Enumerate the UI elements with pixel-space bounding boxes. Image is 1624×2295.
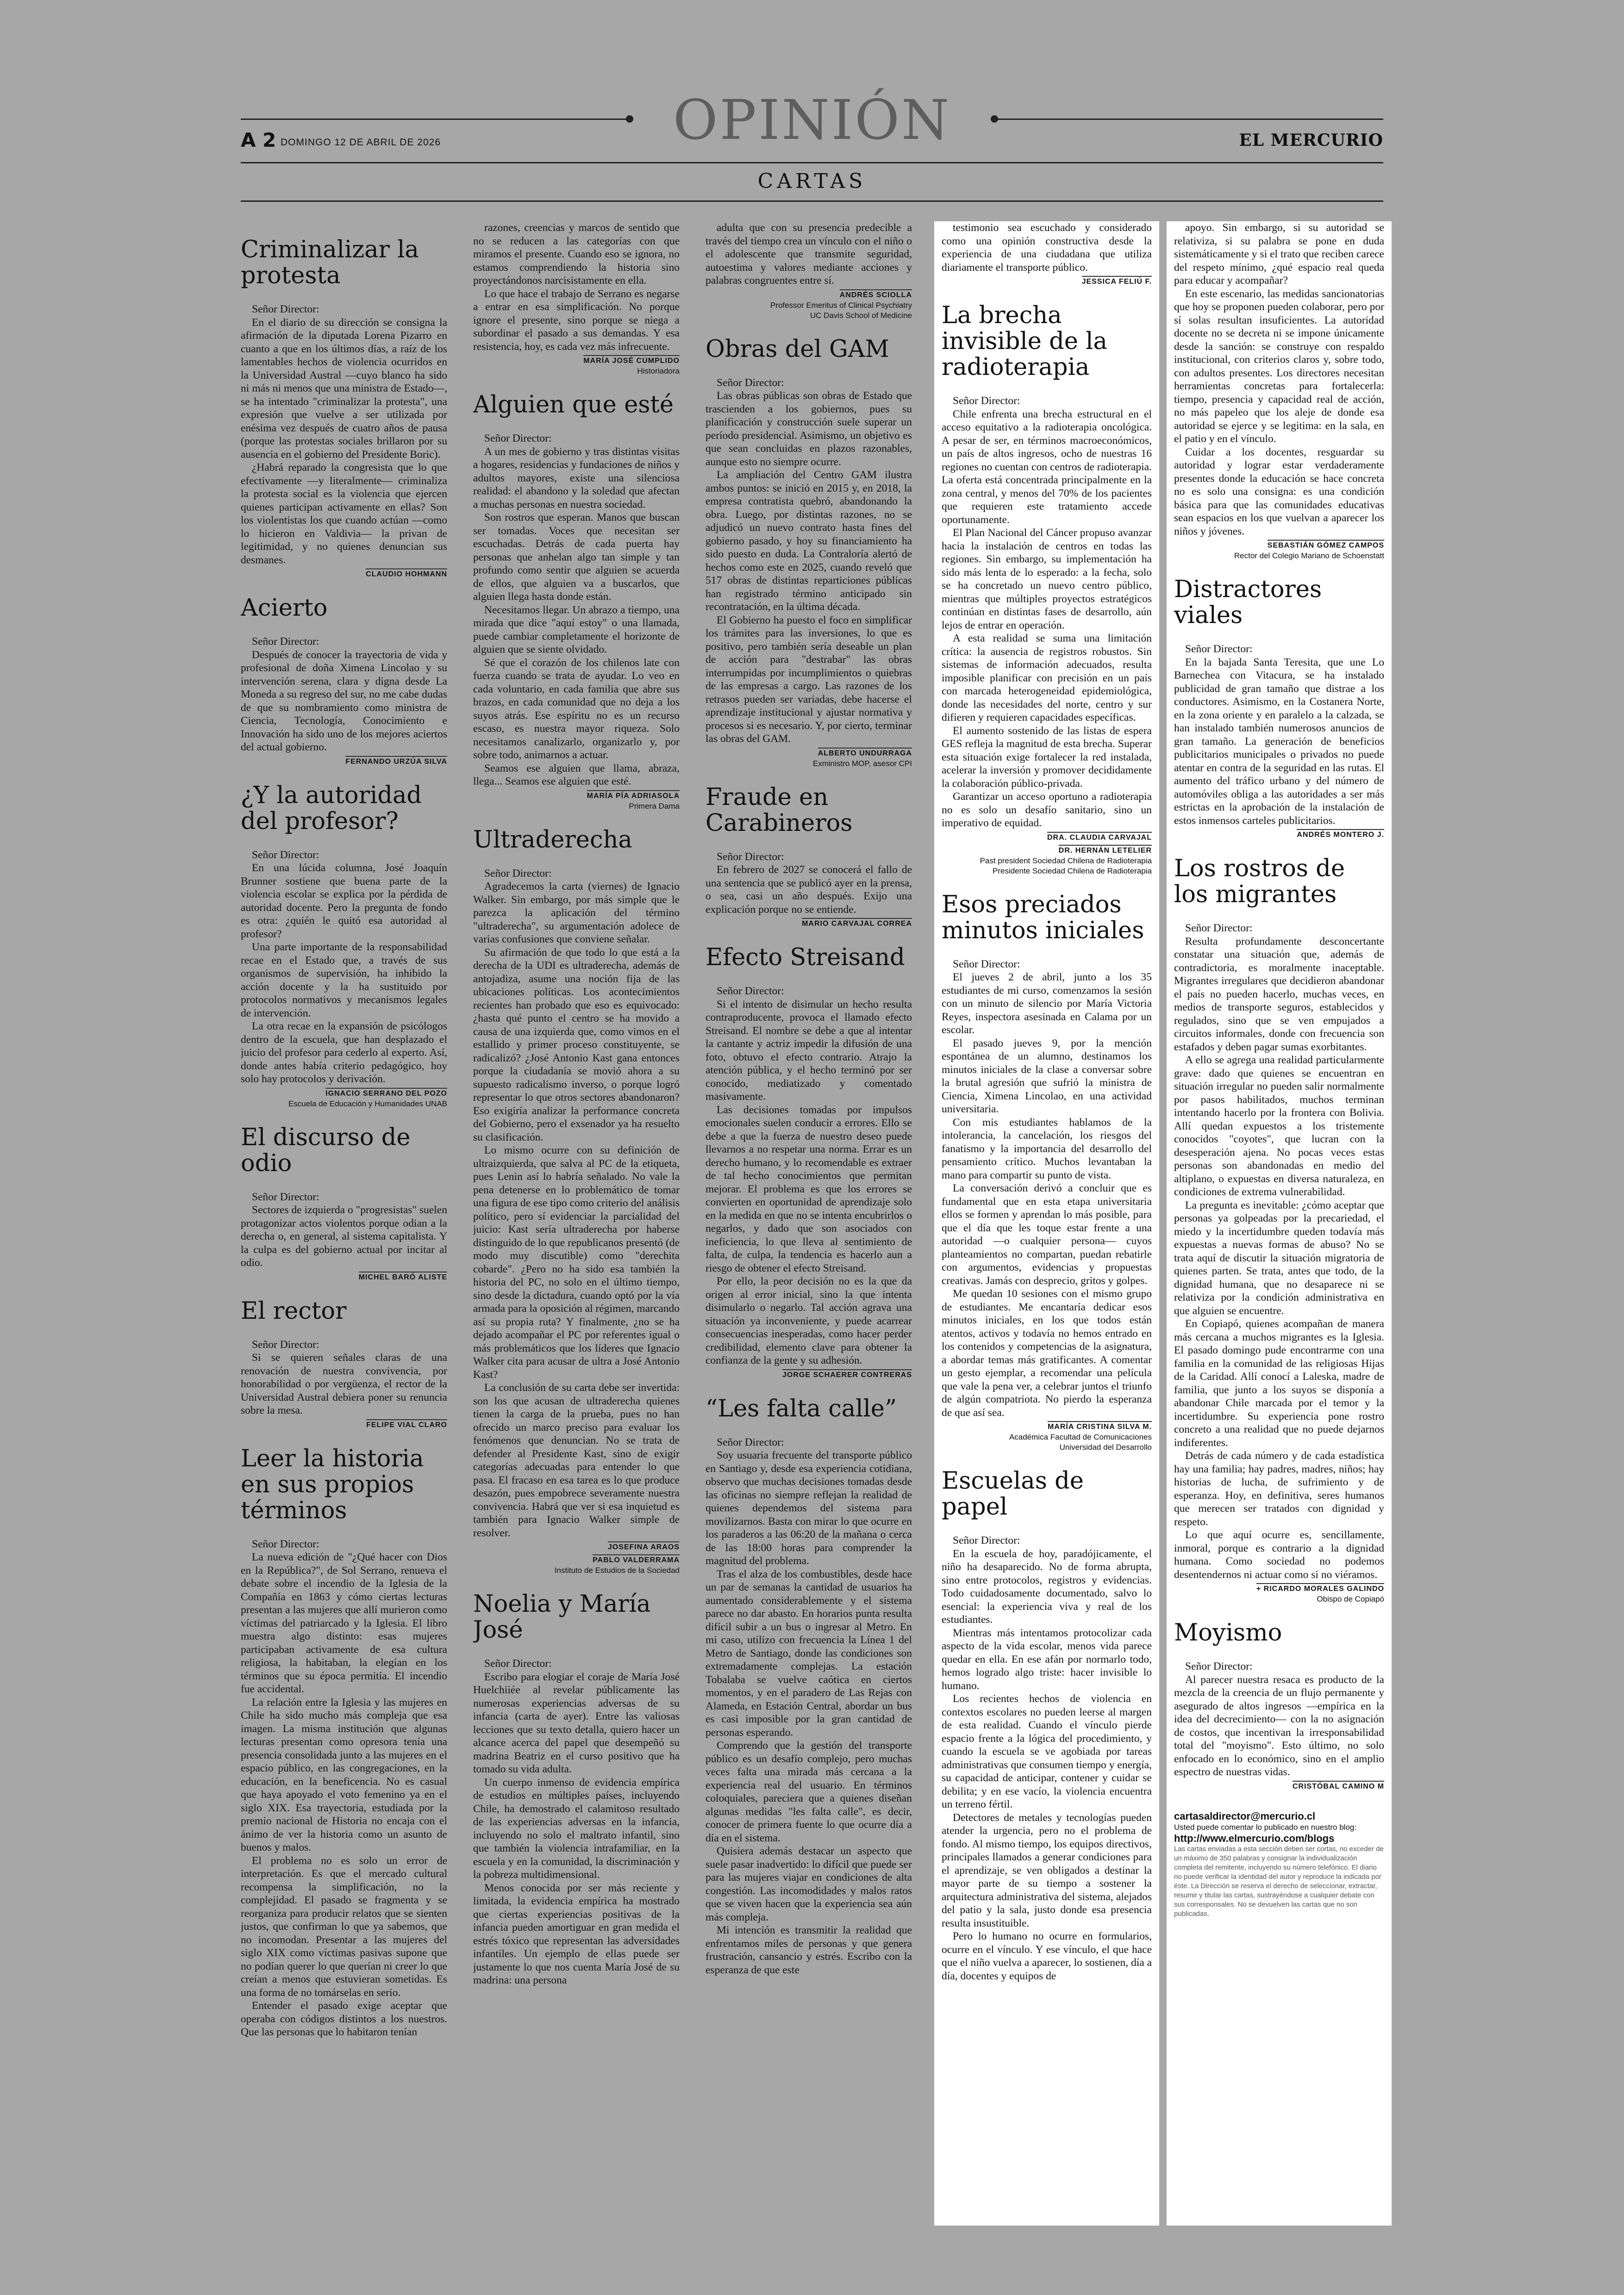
letter-paragraph: La nueva edición de "¿Qué hacer con Dios en la República?", de Sol Serrano, renueva el debate sobre el incendio de la Iglesia de la Compañía en 1863 y cómo ciertas lecturas presentan a las mujeres que allí murieron como víctimas del patriarcado y la Iglesia. El libro muestra algo distinto: esas mujeres participaban activamente de esa cultura religiosa, la habitaban, la elegían en los términos que su época permitía. El incendio fue accidental. <box>241 1551 447 1695</box>
signature-name: FERNANDO URZÚA SILVA <box>345 756 447 766</box>
letter-signature <box>942 833 1152 843</box>
letter-paragraph: El Gobierno ha puesto el foco en simplificar los trámites para las inversiones, lo que es positivo, pero también sería deseable un plan de acción para "destrabar" las obras interrumpidas por incumplimientos o quiebras de las empresas a cargo. Las razones de los retrasos pueden ser variadas, debe hacerse el aprendizaje institucional y ajustar normativa y procesos si es necesario. Y, por cierto, terminar las obras del GAM. <box>706 614 912 745</box>
letter-paragraph: Entender el pasado exige aceptar que operaba con códigos distintos a los nuestros. Que las personas que lo habitaron tenían <box>241 2000 447 2038</box>
letter-paragraph: ¿Habrá reparado la congresista que lo que efectivamente —y literalmente— criminaliza la protesta social es la violencia que ejercen quienes participan activamente en ellas? Son los violentistas los que cuando actúan —como lo hicieron en Valdivia— la privan de legitimidad, y no quienes denuncian sus desmanes. <box>241 461 447 566</box>
letter <box>706 221 912 321</box>
letter-paragraph: La relación entre la Iglesia y las mujeres en Chile ha sido mucho más compleja que esa imagen. La misma institución que algunas lecturas presentan como opresora tenía una presencia consolidada junto a las mujeres en el espacio público, en las congregaciones, en la educación, en la beneficencia. No es casual que haya apoyado el voto femenino ya en el siglo XIX. Esa trayectoria, estudiada por la premio nacional de Historia no encaja con el ánimo de ver la historia como un asunto de buenos y malos. <box>241 1696 447 1853</box>
salutation: Señor Director: <box>484 432 552 444</box>
letter-title: Acierto <box>241 594 328 622</box>
letter-paragraph: Cuidar a los docentes, resguardar su autoridad y lograr estar verdaderamente presentes donde la educación se hace concreta no es solo una consigna: es una condición básica para que las comunidades educativas sean espacios en los que vuelvan a aparecer los niños y jóvenes. <box>1174 446 1384 537</box>
letter-paragraph: Los recientes hechos de violencia en contextos escolares no pueden leerse al margen de esta realidad. Cuando el vínculo pierde espacio frente a la lógica del procedimiento, y cuando la escuela se ve agobiada por tareas administrativas que consumen tiempo y energía, su capacidad de anticipar, contener y cuidar se debilita; y en ese vacío, la violencia encuentra un terreno fértil. <box>942 1693 1152 1810</box>
submission-terms: Las cartas enviadas a esta sección deben ser cortas, no exceder de un máximo de 350 palabras y consignar la individualización completa del remitente, incluyendo su número telefónico. El diario no puede verificar la identidad del autor y reproduce la indicada por éste. La Dirección se reserva el derecho de seleccionar, extractar, resumir y titular las cartas, sustrayéndose a cualquier debate con sus corresponsales. No se devuelven las cartas que no son publicadas. <box>1174 1845 1384 1918</box>
letter <box>473 1591 680 1987</box>
signature-name: CRISTÓBAL CAMINO M <box>1293 1781 1384 1790</box>
letter-title: ¿Y la autoridad del profesor? <box>241 781 422 835</box>
letter-paragraph: Tras el alza de los combustibles, desde hace un par de semanas la cantidad de usuarios ha aumentado considerablemente y el sistema parece no dar abasto. En horarios punta resulta difícil subir a un bus o ingresar al Metro. En mi caso, utilizo con frecuencia la Línea 1 del Metro de Santiago, donde las condiciones son extremadamente complejas. La estación Tobalaba se vuelve caótica en ciertos momentos, y en el paradero de Las Rejas con Alameda, en Estación Central, abordar un bus es casi imposible por la gran cantidad de personas esperando. <box>706 1568 912 1739</box>
letter-paragraph: El pasado jueves 9, por la mención espontánea de un alumno, destinamos los minutos iniciales de la clase a conversar sobre la brutal agresión que sufrió la ministra de Ciencia, Ximena Lincolao, en una actividad universitaria. <box>942 1037 1152 1115</box>
letter <box>706 945 912 1380</box>
letter-signature <box>1174 830 1384 840</box>
letter-title: La brecha invisible de la radioterapia <box>942 302 1107 381</box>
salutation: Señor Director: <box>1185 1660 1253 1672</box>
letter <box>1174 856 1384 1604</box>
letter-paragraph: Si se quieren señales claras de una renovación de nuestra convivencia, por honorabilidad o por vergüenza, el rector de la Universidad Austral debiera poner su renuncia sobre la mesa. <box>241 1352 447 1416</box>
letter-title: El rector <box>241 1297 347 1325</box>
letter-signature <box>942 1422 1152 1432</box>
letter-signature <box>473 356 680 366</box>
letter-paragraph: Seamos ese alguien que llama, abraza, llega... Seamos ese alguien que esté. <box>473 762 680 787</box>
salutation: Señor Director: <box>953 958 1020 970</box>
letter-signature <box>241 1089 447 1099</box>
letter-signature <box>241 1420 447 1430</box>
letter-title: El discurso de odio <box>241 1123 411 1177</box>
letter-signature <box>1174 541 1384 551</box>
letter-title: Los rostros de los migrantes <box>1174 855 1345 908</box>
letter-title: Noelia y María José <box>473 1590 651 1644</box>
signature-name: PABLO VALDERRAMA <box>593 1554 680 1564</box>
letter-signature <box>241 757 447 767</box>
signature-name: CLAUDIO HOHMANN <box>366 568 447 578</box>
letter-paragraph: Pero lo humano no ocurre en formularios, ocurre en el vínculo. Y ese vínculo, el que hace que el niño vuelva a aparecer, lo sostienen, día a día, docentes y equipos de <box>942 1930 1152 1982</box>
letter-paragraph: Su afirmación de que todo lo que está a la derecha de la UDI es ultraderecha, además de antojadiza, asume una noción fija de las ubicaciones políticas. Los acontecimientos recientes han probado que eso es equivocado: ¿hasta qué punto el centro se ha movido a causa de una izquierda que, como vimos en el estallido y primer proceso constituyente, se radicalizó? ¿José Antonio Kast gana entonces porque la ciudadanía se movió ahora a su supuesto radicalismo inverso, o porque logró representar lo que otros sectores abandonaron? Eso exigiría analizar la performance concreta del Gobierno, pero el exsenador ya ha resuelto su clasificación. <box>473 946 680 1143</box>
signature-affiliation: Obispo de Copiapó <box>1317 1595 1384 1603</box>
signature-name: DR. HERNÁN LETELIER <box>1059 845 1152 854</box>
signature-affiliation: Instituto de Estudios de la Sociedad <box>554 1566 680 1575</box>
letter <box>942 892 1152 1453</box>
letter-paragraph: Menos conocida por ser más reciente y limitada, la evidencia empírica ha mostrado que ciertas experiencias positivas de la infancia pueden amortiguar en gran medida el estrés tóxico que representan las adversidades infantiles. Un ejemplo de ellas puede ser justamente lo que nos cuenta María José de su madrina: una persona <box>473 1882 680 1986</box>
column-5 <box>1167 221 1392 2226</box>
salutation: Señor Director: <box>1185 643 1253 655</box>
salutation: Señor Director: <box>717 1436 784 1448</box>
letter-paragraph: Comprendo que la gestión del transporte público es un desafío complejo, pero muchas veces falta una mirada más cercana a la experiencia real del usuario. En términos coloquiales, pareciera que a quienes diseñan algunas medidas "les falta calle", es decir, conocer de primera fuente lo que ocurre día a día en el sistema. <box>706 1740 912 1844</box>
letter-paragraph: Sectores de izquierda o "progresistas" suelen protagonizar actos violentos porque odian a la derecha o, en general, al sistema capitalista. Y la culpa es del gobierno actual por incitar al odio. <box>241 1204 447 1269</box>
letter-paragraph: Una parte importante de la responsabilidad recae en el Estado que, a través de sus organismos de supervisión, ha inhibido la acción docente y la ha sustituido por protocolos normativos y mecanismos legales de intervención. <box>241 941 447 1019</box>
letter-signature <box>942 277 1152 287</box>
letter <box>1174 221 1384 561</box>
column-4 <box>934 221 1159 2226</box>
letter-paragraph: La otra recae en la expansión de psicólogos dentro de la escuela, que han desplazado el juicio del profesor para cederlo al experto. Así, donde antes había criterio pedagógico, hoy solo hay protocolos y derivación. <box>241 1020 447 1085</box>
letter-paragraph: Son rostros que esperan. Manos que buscan ser tomadas. Voces que necesitan ser escuchadas. Detrás de cada puerta hay personas que anhelan algo tan simple y tan profundo como sentir que alguien se acuerda de ellos, que alguien va a buscarlos, que alguien llega hasta donde están. <box>473 511 680 603</box>
letter <box>241 237 447 580</box>
letter-paragraph: Sé que el corazón de los chilenos late con fuerza cuando se trata de ayudar. Lo veo en cada voluntario, en cada familia que abre sus brazos, en cada comunidad que no deja a los suyos atrás. Ese espíritu no es un recurso escaso, es nuestra mayor riqueza. Solo necesitamos canalizarlo, organizarlo y, por sobre todo, animarnos a actuar. <box>473 656 680 761</box>
letter-paragraph: Lo mismo ocurre con su definición de ultraizquierda, que salva al PC de la etiqueta, pues Lenin así lo habría señalado. No vale la pena detenerse en lo problemático de tomar una figura de ese tipo como criterio del análisis político, pero sí evidenciar la parcialidad del juicio: Kast sería ultraderecha por haberse distinguido de lo que republicanos presentó (de modo muy discutible) como "derechita cobarde". ¿Pero no ha sido esa también la historia del PC, no solo en el último tiempo, sino desde la dictadura, cuando optó por la vía armada para la oposición al régimen, marcando así su propia ruta? Y finalmente, ¿no se ha dejado acompañar el PC por referentes igual o más problemáticos que los líderes que Ignacio Walker cita para acusar de ultra a José Antonio Kast? <box>473 1144 680 1381</box>
signature-affiliation: Primera Dama <box>629 801 680 811</box>
letter <box>473 392 680 811</box>
letter-paragraph: Agradecemos la carta (viernes) de Ignacio Walker. Sin embargo, por más simple que le parezca la aplicación del término "ultraderecha", su argumentación adolece de varias confusiones que conviene señalar. <box>473 880 680 945</box>
letter-title: Moyismo <box>1174 1619 1282 1646</box>
letter-paragraph: En el diario de su dirección se consigna la afirmación de la diputada Lorena Pizarro en cuanto a que en los últimos días, a raíz de los lamentables hechos de violencia ocurridos en la Universidad Austral —cuyo blanco ha sido ni más ni menos que una ministra de Estado—, se ha intentado "criminalizar la protesta", una expresión que vuelve a ser utilizada por enésima vez después de cuatro años de pausa (porque las protestas sociales brillaron por su ausencia en el gobierno del Presidente Boric). <box>241 316 447 461</box>
letter <box>241 1125 447 1283</box>
letter-paragraph: Resulta profundamente desconcertante constatar una situación que, además de contradictoria, es moralmente inaceptable. Migrantes irregulares que decidieron abandonar el país no pueden hacerlo, muchas veces, en medios de transporte seguros, establecidos y regulados, sino que se ven empujados a circuitos informales, donde con frecuencia son estafados y deben pagar sumas exorbitantes. <box>1174 935 1384 1053</box>
salutation: Señor Director: <box>953 1534 1020 1547</box>
letter-signature <box>473 791 680 801</box>
salutation: Señor Director: <box>252 303 319 315</box>
letter-paragraph: Necesitamos llegar. Un abrazo a tiempo, una mirada que dice "aquí estoy" o una llamada, puede cambiar completamente el horizonte de alguien que se siente olvidado. <box>473 604 680 655</box>
contact-email: cartasaldirector@mercurio.cl <box>1174 1810 1316 1822</box>
letter-title: Obras del GAM <box>706 335 889 363</box>
letter-paragraph: Después de conocer la trayectoria de vida y profesional de doña Ximena Lincolao y su intervención serena, clara y digna desde La Moneda a su regreso del sur, no me cabe dudas de que su nombramiento como ministra de Ciencia, Tecnología, Conocimiento e Innovación ha sido uno de los mejores aciertos del actual gobierno. <box>241 649 447 753</box>
salutation: Señor Director: <box>953 395 1020 407</box>
letter-title: Esos preciados minutos iniciales <box>942 891 1144 944</box>
signature-name: MARIO CARVAJAL CORREA <box>802 918 912 928</box>
letter-signature <box>241 569 447 580</box>
letter-paragraph: A ello se agrega una realidad particularmente grave: dado que quienes se encuentran en situación irregular no pueden salir normalmente por pasos habilitados, muchos terminan intentando hacerlo por la frontera con Bolivia. Allí quedan expuestos a los tristemente conocidos "coyotes", que lucran con la desesperación ajena. No pocas veces estas personas son abandonadas en medio del altiplano, o expuestas en diversa naturaleza, en condiciones de extrema vulnerabilidad. <box>1174 1054 1384 1198</box>
signature-name: IGNACIO SERRANO DEL POZO <box>325 1088 447 1098</box>
letter-paragraph: En una lúcida columna, José Joaquín Brunner sostiene que buena parte de la violencia escolar se explica por la pérdida de autoridad docente. Pero la pregunta de fondo es otra: ¿quién le quitó esa autoridad al profesor? <box>241 862 447 940</box>
signature-name: JOSEFINA ARAOS <box>608 1541 680 1551</box>
letter-paragraph: Al parecer nuestra resaca es producto de la mezcla de la creencia de un flujo permanente y asegurado de altos ingresos —empírica en la idea del decrecimiento— con la no asignación de costos, que incentivan la irresponsabilidad total del "moyismo". Esto último, no solo enfocado en lo económico, sino en el amplio espectro de nuestras vidas. <box>1174 1673 1384 1778</box>
signature-name: FELIPE VIAL CLARO <box>366 1419 447 1429</box>
letter-title: Leer la historia en sus propios términos <box>241 1445 424 1524</box>
signature-affiliation: Universidad del Desarrollo <box>1059 1443 1152 1452</box>
letter-signature <box>1174 1584 1384 1594</box>
letter <box>706 1396 912 1977</box>
letter-paragraph: adulta que con su presencia predecible a través del tiempo crea un vínculo con el niño o el adolescente que transmite seguridad, autoestima y valores mediante acciones y palabras congruentes entre sí. <box>706 222 912 287</box>
signature-name: MICHEL BARÓ ALISTE <box>359 1272 447 1281</box>
letter <box>241 1298 447 1430</box>
signature-affiliation: Académica Facultad de Comunicaciones <box>1009 1433 1152 1441</box>
salutation: Señor Director: <box>252 1191 319 1203</box>
signature-name: ANDRÉS SCIOLLA <box>840 289 912 299</box>
letter-signature <box>473 1555 680 1565</box>
letter-paragraph: A esta realidad se suma una limitación crítica: la ausencia de registros robustos. Sin sistemas de información adecuados, resulta imposible planificar con precisión en un país con marcada heterogeneidad epidemiológica, donde las necesidades del norte, centro y sur difieren y requieren capacidades específicas. <box>942 632 1152 723</box>
letter-paragraph: testimonio sea escuchado y considerado como una opinión constructiva desde la experiencia de una ciudadana que utiliza diariamente el transporte público. <box>942 222 1152 274</box>
signature-name: SEBASTIÁN GÓMEZ CAMPOS <box>1268 540 1384 549</box>
page-number: A 2 <box>241 129 276 151</box>
letters-footer <box>1174 1810 1384 1919</box>
letter-paragraph: Garantizar un acceso oportuno a radioterapia no es solo un desafío sanitario, sino un imperativo de equidad. <box>942 791 1152 829</box>
signature-name: ALBERTO UNDURRAGA <box>818 748 912 757</box>
column-1 <box>241 221 447 2226</box>
letter-paragraph: Chile enfrenta una brecha estructural en el acceso equitativo a la radioterapia oncológica. A pesar de ser, en términos macroeconómicos, un país de altos ingresos, ocho de nuestras 16 regiones no cuentan con centros de radioterapia. La oferta está concentrada principalmente en la zona central, y menos del 70% de los pacientes que requieren este tratamiento accede oportunamente. <box>942 408 1152 526</box>
letter-title: Escuelas de papel <box>942 1467 1084 1521</box>
letter-paragraph: Quisiera además destacar un aspecto que suele pasar inadvertido: lo difícil que puede ser para las mujeres viajar en condiciones de alta congestión. Las incomodidades y malos ratos que se viven hacen que la experiencia sea aún más compleja. <box>706 1845 912 1923</box>
letter-signature <box>241 1272 447 1283</box>
letter-paragraph: El problema no es solo un error de interpretación. Es que el mercado cultural recompensa la simplificación, no la complejidad. El pasado se fragmenta y se reorganiza para producir relatos que se sienten justos, que confirman lo que ya sabemos, que no incomodan. Presentar a las mujeres del siglo XIX como víctimas pasivas supone que no podían querer lo que querían ni creer lo que creían a menos que estuvieran sometidas. Es una forma de no tomárselas en serio. <box>241 1854 447 1999</box>
letter-title: Efecto Streisand <box>706 944 905 971</box>
letter <box>1174 1620 1384 1792</box>
signature-name: JESSICA FELIÚ F. <box>1082 276 1152 286</box>
header-rule-right-dot <box>991 115 998 123</box>
signature-affiliation: Professor Emeritus of Clinical Psychiatry <box>770 300 912 310</box>
salutation: Señor Director: <box>717 985 784 997</box>
signature-affiliation: Exministro MOP, asesor CPI <box>812 759 912 768</box>
letter-paragraph: apoyo. Sin embargo, si su autoridad se relativiza, si su palabra se pone en duda sistemáticamente y si el trato que reciben carece del respeto mínimo, ¿qué espacio real queda para educar y acompañar? <box>1174 222 1384 287</box>
letter-paragraph: Detectores de metales y tecnologías pueden atender la urgencia, pero no el problema de fondo. Al mismo tiempo, los equipos directivos, principales llamados a generar condiciones para el aprendizaje, se ven obligados a destinar la mayor parte de su tiempo a sostener la arquitectura administrativa del sistema, alejados del patio y la sala, justo donde esa presencia resulta insustituible. <box>942 1811 1152 1929</box>
letter-paragraph: Lo que hace el trabajo de Serrano es negarse a entrar en esa simplificación. No porque ignore el presente, sino porque se niega a subordinar el pasado a sus demandas. Y esa resistencia, hoy, es cada vez más infrecuente. <box>473 287 680 353</box>
signature-name: MARÍA PÍA ADRIASOLA <box>587 790 680 800</box>
header-rule-left <box>241 118 630 120</box>
letter-title: Criminalizar la protesta <box>241 236 419 289</box>
signature-name: ANDRÉS MONTERO J. <box>1297 829 1384 839</box>
letter-paragraph: En la escuela de hoy, paradójicamente, el niño ha desaparecido. No de forma abrupta, sino entre protocolos, registros y evidencias. Todo cuidadosamente documentado, salvo lo esencial: la experiencia viva y real de los estudiantes. <box>942 1547 1152 1626</box>
letter-paragraph: Si el intento de disimular un hecho resulta contraproducente, provoca el llamado efecto Streisand. El nombre se debe a que al intentar la cantante y actriz impedir la difusión de una foto, obtuvo el efecto contrario. Atrajo la atención pública, y el hecho terminó por ser conocido, mediatizado y comentado masivamente. <box>706 998 912 1103</box>
salutation: Señor Director: <box>717 376 784 389</box>
letter-paragraph: Lo que aquí ocurre es, sencillamente, inmoral, porque es contrario a la dignidad humana. Como sociedad no podemos desentendernos ni actuar como si no viéramos. <box>1174 1529 1384 1581</box>
salutation: Señor Director: <box>252 1538 319 1550</box>
column-2 <box>473 221 680 2226</box>
signature-affiliation: Historiadora <box>637 367 680 375</box>
letter-signature <box>706 919 912 929</box>
letter-paragraph: El aumento sostenido de las listas de espera GES refleja la magnitud de esta brecha. Superar esta situación exige fortalecer la red instalada, acelerar la inversión y promover decididamente la colaboración público-privada. <box>942 724 1152 790</box>
letter <box>473 221 680 376</box>
letter-paragraph: Las decisiones tomadas por impulsos emocionales suelen conducir a errores. Ello se debe a que la fuerza de nuestro deseo puede llevarnos a no respetar una norma. Errar es un derecho humano, y lo recomendable es extraer de tal hecho conocimientos que permitan mejorar. El problema es que los errores se convierten en oportunidad de aprendizaje solo en la medida en que no se intenta encubrirlos o negarlos, y dado que son asociados con ineficiencia, lo que lleva al sentimiento de falta, de culpa, la tendencia es hacerlo aun a riesgo de obtener el efecto Streisand. <box>706 1104 912 1274</box>
letter-paragraph: A un mes de gobierno y tras distintas visitas a hogares, residencias y fundaciones de niños y adultos mayores, existe una silenciosa realidad: el abandono y la soledad que afectan a muchas personas en nuestra sociedad. <box>473 445 680 511</box>
letter <box>241 595 447 767</box>
letter <box>706 337 912 769</box>
letter-signature <box>942 846 1152 856</box>
letter-title: Distractores viales <box>1174 576 1322 629</box>
letter-paragraph: Mi intención es transmitir la realidad que enfrentamos miles de personas y que genera frustración, cansancio y estrés. Escribo con la esperanza de que este <box>706 1924 912 1976</box>
letter-signature <box>473 1542 680 1553</box>
salutation: Señor Director: <box>252 636 319 648</box>
letter-paragraph: La conclusión de su carta debe ser invertida: son los que acusan de ultraderecha quienes tienen la carga de la prueba, pues no han ofrecido un marco preciso para evaluar los fenómenos que denuncian. No se trata de defender al Presidente Kast, sino de exigir categorías adecuadas para entender lo que pasa. El fracaso en esa tarea es lo que produce desazón, pues empobrece severamente nuestra convivencia. Habrá que ver si esa inquietud es también para Ignacio Walker simple de resolver. <box>473 1382 680 1539</box>
letter-paragraph: La ampliación del Centro GAM ilustra ambos puntos: se inició en 2015 y, en 2018, la empresa contratista quebró, abandonando la obra. Luego, por distintas razones, no se adjudicó un nuevo contrato hasta fines del gobierno pasado, y hoy su financiamiento ha sido puesto en duda. La Contraloría alertó de hechos como este en 2025, cuando reveló que 517 obras de distintas reparticiones públicas han registrado término anticipado sin recontratación, en la última década. <box>706 469 912 613</box>
signature-affiliation: UC Davis School of Medicine <box>810 311 912 320</box>
signature-name: JORGE SCHAERER CONTRERAS <box>782 1369 912 1379</box>
signature-name: MARÍA JOSÉ CUMPLIDO <box>583 355 680 365</box>
letter <box>1174 577 1384 840</box>
section-title: OPINIÓN <box>673 88 951 152</box>
letter-title: Ultraderecha <box>473 826 632 854</box>
letter-signature <box>706 290 912 300</box>
signature-name: MARÍA CRISTINA SILVA M. <box>1048 1421 1152 1431</box>
letter-title: “Les falta calle” <box>706 1395 897 1422</box>
signature-name: DRA. CLAUDIA CARVAJAL <box>1047 832 1152 842</box>
newspaper-brand: EL MERCURIO <box>1239 131 1383 150</box>
letter-paragraph: El Plan Nacional del Cáncer propuso avanzar hacia la instalación de centros en todas las regiones. Sin embargo, su implementación ha sido más lenta de lo esperado: a la fecha, solo se ha concretado un nuevo centro público, mientras que múltiples proyectos estratégicos continúan en distintas fases de desarrollo, aún lejos de entrar en operación. <box>942 527 1152 631</box>
letter-paragraph: Un cuerpo inmenso de evidencia empírica de estudios en múltiples países, incluyendo Chile, ha demostrado el calamitoso resultado de las experiencias adversas en la infancia, incluyendo no solo el maltrato infantil, sino que también la violencia intrafamiliar, en la escuela y en la comunidad, la discriminación y la pobreza multidimensional. <box>473 1776 680 1881</box>
header-rule-right <box>994 118 1383 120</box>
letter-paragraph: El jueves 2 de abril, junto a los 35 estudiantes de mi curso, comenzamos la sesión con un minuto de silencio por María Victoria Reyes, inspectora asesinada en Calama por un escolar. <box>942 971 1152 1036</box>
letter <box>241 783 447 1109</box>
salutation: Señor Director: <box>484 1658 552 1670</box>
letter-paragraph: En Copiapó, quienes acompañan de manera más cercana a muchos migrantes es la Iglesia. El pasado domingo pude encontrarme con una familia en la comunidad de las religiosas Hijas de la Caridad. Allí conocí a Laleska, madre de familia, que junto a los suyos se disponía a abandonar Chile marcada por el temor y la incertidumbre. Su experiencia pone rostro concreto a una realidad que no puede dejarnos indiferentes. <box>1174 1318 1384 1449</box>
letter <box>942 303 1152 876</box>
signature-affiliation: Presidente Sociedad Chilena de Radioterapia <box>992 866 1152 875</box>
salutation: Señor Director: <box>484 867 552 879</box>
signature-affiliation: Escuela de Educación y Humanidades UNAB <box>288 1099 447 1108</box>
letter <box>706 785 912 929</box>
section-label: CARTAS <box>757 169 867 193</box>
letter-paragraph: La pregunta es inevitable: ¿cómo aceptar que personas ya golpeadas por la precariedad, el miedo y la incertidumbre queden todavía más expuestas a nuevas formas de abuso? No se trata aquí de discutir la situación migratoria de quienes parten. Se trata, antes que todo, de la dignidad humana, que no desaparece ni se relativiza por la condición administrativa en que alguien se encuentre. <box>1174 1199 1384 1317</box>
letter-title: Fraude en Carabineros <box>706 783 853 837</box>
letter-signature <box>706 1370 912 1380</box>
header-rule-left-dot <box>626 115 633 123</box>
signature-affiliation: Past president Sociedad Chilena de Radioterapia <box>980 856 1152 865</box>
letter <box>942 221 1152 287</box>
letter-paragraph: Con mis estudiantes hablamos de la intolerancia, la cancelación, los riesgos del fanatismo y la importancia del desarrollo del pensamiento crítico. Muchos levantaban la mano para compartir su punto de vista. <box>942 1116 1152 1181</box>
letter <box>942 1468 1152 1983</box>
blog-link[interactable]: http://www.elmercurio.com/blogs <box>1174 1832 1335 1844</box>
letter-paragraph: Mientras más intentamos protocolizar cada aspecto de la vida escolar, menos vida parece quedar en ella. En ese afán por normarlo todo, hemos logrado algo triste: hacer invisible lo humano. <box>942 1627 1152 1692</box>
dateline: DOMINGO 12 DE ABRIL DE 2026 <box>281 137 441 148</box>
letter-signature <box>1174 1782 1384 1792</box>
header-divider-bottom <box>241 200 1383 202</box>
salutation: Señor Director: <box>252 848 319 861</box>
letter <box>241 1446 447 2039</box>
column-3 <box>706 221 912 2226</box>
letter-paragraph: Soy usuaria frecuente del transporte público en Santiago y, desde esa experiencia cotidiana, observo que muchas decisiones tomadas desde las oficinas no siempre reflejan la realidad de quienes dependemos del sistema para movilizarnos. Basta con mirar lo que ocurre en los paraderos a las 06:20 de la mañana o cerca de las 18:00 horas para comprender la magnitud del problema. <box>706 1449 912 1567</box>
letter-title: Alguien que esté <box>473 391 674 418</box>
letter-paragraph: En este escenario, las medidas sancionatorias que hoy se proponen pueden colaborar, pero por sí solas resultan insuficientes. La autoridad docente no se decreta ni se impone únicamente desde la sanción: se construye con respaldo institucional, con criterios claros y, sobre todo, con adultos presentes. Los directores necesitan herramientas concretas para fortalecerla: tiempo, presencia y capacidad real de acción, no más papeleo que los aleje de donde esa autoridad se ejerce y se legitima: en la sala, en el patio y en el vínculo. <box>1174 287 1384 445</box>
salutation: Señor Director: <box>1185 922 1253 934</box>
letter-paragraph: En febrero de 2027 se conocerá el fallo de una sentencia que se publicó ayer en la prensa, o sea, casi un año después. Exijo una explicación porque no se entiende. <box>706 864 912 916</box>
letter-paragraph: razones, creencias y marcos de sentido que no se reducen a las categorías con que miramos el presente. Cuando eso se ignora, no estamos comprendiendo la historia sino proyectándonos narcisistamente en ella. <box>473 222 680 287</box>
signature-affiliation: Rector del Colegio Mariano de Schoenstatt <box>1234 551 1384 560</box>
letter-paragraph: En la bajada Santa Teresita, que une Lo Barnechea con Vitacura, se ha instalado publicidad de gran tamaño que distrae a los conductores. Asimismo, en la Costanera Norte, en la zona oriente y en paralelo a la calzada, se han instalado también numerosos anuncios de gran tamaño. La generación de beneficios publicitarios municipales o privados no puede atentar en contra de la seguridad en las rutas. El aumento del tráfico urbano y del número de automóviles obliga a las autoridades a ser más estrictas en la aprobación de la instalación de estos inmensos carteles publicitarios. <box>1174 656 1384 827</box>
letter-paragraph: Detrás de cada número y de cada estadística hay una familia; hay padres, madres, niños; hay historias de lucha, de sufrimiento y de esperanza. Hoy, en definitiva, seres humanos que merecen ser tratados con dignidad y respeto. <box>1174 1450 1384 1528</box>
salutation: Señor Director: <box>717 850 784 863</box>
letter-paragraph: La conversación derivó a concluir que es fundamental que en esta etapa universitaria ellos se formen y aprendan lo más posible, para que el día que les toque estar frente a una autoridad —o cualquier persona— cuyos planteamientos no compartan, puedan rebatirle con argumentos, evidencias y propuestas creativas. Jamás con desprecio, gritos y golpes. <box>942 1182 1152 1287</box>
letter-paragraph: Escribo para elogiar el coraje de María José Huelchiiée al revelar públicamente las numerosas experiencias adversas de su infancia (carta de ayer). Entre las valiosas lecciones que su texto detalla, quiero hacer un alcance acerca del papel que desempeñó su madrina Beatriz en el curso positivo que ha tomado su vida adulta. <box>473 1671 680 1775</box>
letter-paragraph: Las obras públicas son obras de Estado que trascienden a los gobiernos, pues su planificación y construcción suele superar un período presidencial. Asimismo, un objetivo es que sean concluidas en plazos razonables, aunque esto no siempre ocurre. <box>706 390 912 468</box>
letter-signature <box>706 748 912 759</box>
letter <box>473 827 680 1576</box>
signature-name: + RICARDO MORALES GALINDO <box>1256 1583 1384 1593</box>
blog-note: Usted puede comentar lo publicado en nuestro blog: <box>1174 1822 1357 1832</box>
salutation: Señor Director: <box>252 1338 319 1351</box>
letter-paragraph: Me quedan 10 sesiones con el mismo grupo de estudiantes. Me encantaría dedicar esos minutos iniciales, en los que todos están atentos, activos y todavía no hemos entrado en los contenidos y competencias de la asignatura, a abordar temas más gratificantes. A comentar un gesto ejemplar, a recomendar una película que vale la pena ver, a celebrar juntos el triunfo de algún compatriota. No pierdo la esperanza de que así sea. <box>942 1288 1152 1419</box>
letter-paragraph: Por ello, la peor decisión no es la que da origen al error inicial, sino la que intenta disimularlo o negarlo. Tal acción agrava una situación ya inconveniente, y puede acarrear consecuencias inesperadas, como hacer perder credibilidad, elemento clave para obtener la confianza de la gente y su adhesión. <box>706 1275 912 1366</box>
header-divider-top <box>241 162 1383 163</box>
